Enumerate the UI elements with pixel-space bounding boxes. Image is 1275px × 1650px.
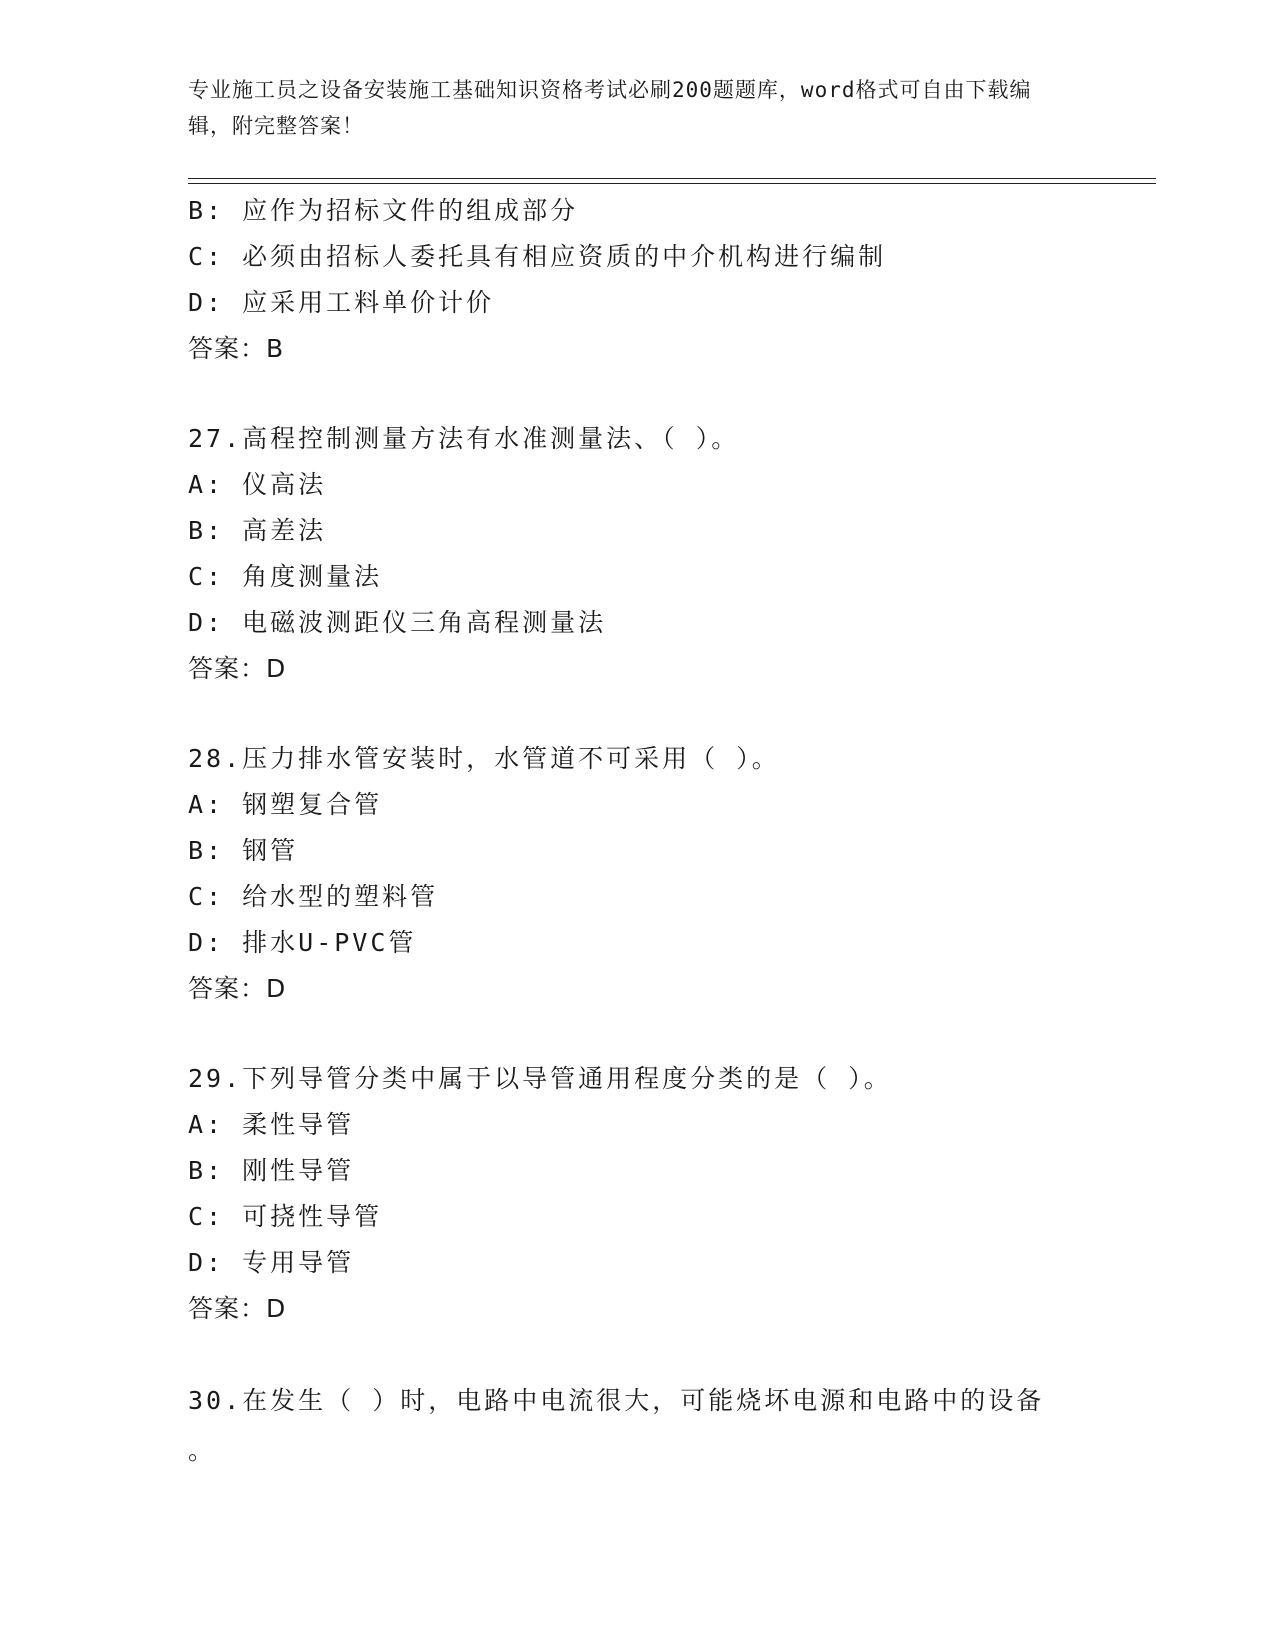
option-a: A: 钢塑复合管 bbox=[188, 790, 383, 819]
question-block-28 bbox=[188, 736, 1148, 1012]
answer-label: 答案：D bbox=[188, 1294, 287, 1323]
option-d: D: 专用导管 bbox=[188, 1248, 355, 1277]
question-block-26 bbox=[188, 188, 1148, 372]
spacer bbox=[188, 1012, 1148, 1056]
header-rule-top bbox=[188, 178, 1156, 179]
answer-label: 答案：B bbox=[188, 334, 285, 363]
option-b: B: 高差法 bbox=[188, 516, 327, 545]
option-d: D: 电磁波测距仪三角高程测量法 bbox=[188, 608, 607, 637]
option-a: A: 仪高法 bbox=[188, 470, 327, 499]
spacer bbox=[188, 372, 1148, 416]
question-block-29 bbox=[188, 1056, 1148, 1332]
option-b: B: 刚性导管 bbox=[188, 1156, 355, 1185]
question-block-27 bbox=[188, 416, 1148, 692]
option-b: B: 应作为招标文件的组成部分 bbox=[188, 196, 579, 225]
header-rule-bottom bbox=[188, 183, 1156, 184]
question-stem: 29.下列导管分类中属于以导管通用程度分类的是（ ）。 bbox=[188, 1064, 892, 1093]
question-stem: 30.在发生（ ）时，电路中电流很大，可能烧坏电源和电路中的设备 bbox=[188, 1386, 1045, 1415]
question-block-30 bbox=[188, 1376, 1148, 1476]
question-list bbox=[188, 188, 1148, 1476]
question-stem: 27.高程控制测量方法有水准测量法、（ ）。 bbox=[188, 424, 740, 453]
option-c: C: 角度测量法 bbox=[188, 562, 383, 591]
document-header: 专业施工员之设备安装施工基础知识资格考试必刷200题题库，word格式可自由下载编辑，附完整答案！ bbox=[188, 78, 1032, 138]
option-b: B: 钢管 bbox=[188, 836, 299, 865]
spacer bbox=[188, 1332, 1148, 1376]
option-c: C: 给水型的塑料管 bbox=[188, 882, 439, 911]
answer-label: 答案：D bbox=[188, 974, 287, 1003]
option-a: A: 柔性导管 bbox=[188, 1110, 355, 1139]
question-stem-continuation: 。 bbox=[188, 1436, 217, 1465]
question-stem: 28.压力排水管安装时，水管道不可采用（ ）。 bbox=[188, 744, 780, 773]
option-d: D: 排水U-PVC管 bbox=[188, 928, 417, 957]
option-d: D: 应采用工料单价计价 bbox=[188, 288, 495, 317]
answer-label: 答案：D bbox=[188, 654, 287, 683]
spacer bbox=[188, 692, 1148, 736]
option-c: C: 必须由招标人委托具有相应资质的中介机构进行编制 bbox=[188, 242, 887, 271]
option-c: C: 可挠性导管 bbox=[188, 1202, 383, 1231]
